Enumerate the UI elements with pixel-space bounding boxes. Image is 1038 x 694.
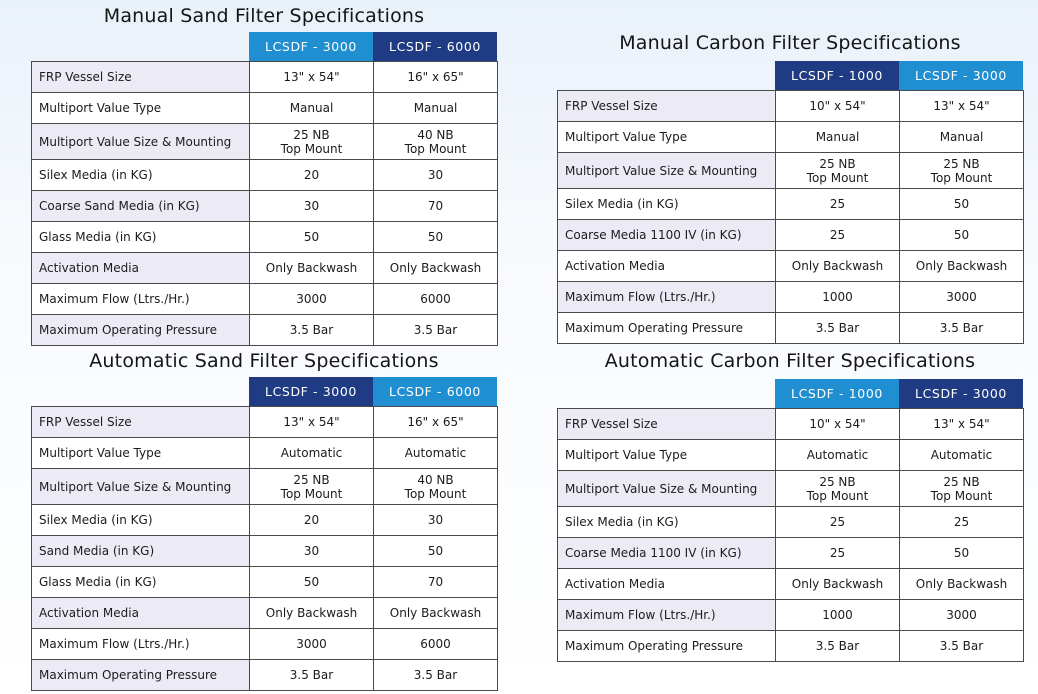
spec-value-1 [250,629,374,660]
value-line: Top Mount [280,486,343,501]
spec-label: Silex Media (in KG) [558,507,776,538]
spec-value-1 [776,631,900,662]
model-header-1: LCSDF - 1000 [775,379,899,408]
spec-value-1 [250,438,374,469]
model-header-1: LCSDF - 3000 [249,32,373,61]
value-line: Manual [289,101,334,115]
value-line: 30 [303,199,320,213]
spec-value-2 [900,313,1024,344]
value-line: 3.5 Bar [939,639,984,653]
spec-value-1 [776,220,900,251]
table-row [558,538,1024,569]
spec-value-1 [776,569,900,600]
spec-value-2 [374,629,498,660]
spec-value-2 [374,469,498,505]
value-line: 40 NB [417,472,454,487]
spec-value-1 [250,93,374,124]
value-line: 25 NB [819,156,856,171]
spec-value-2 [900,220,1024,251]
value-line: 25 [829,515,846,529]
spec-label: Activation Media [32,598,250,629]
model-header-1: LCSDF - 1000 [775,61,899,90]
value-line: 50 [303,230,320,244]
value-line: 3000 [296,292,327,306]
spec-value-1 [250,469,374,505]
table-row [32,222,498,253]
value-line: 25 NB [819,474,856,489]
table-row [558,251,1024,282]
value-line: Top Mount [404,486,467,501]
spec-label: Activation Media [558,251,776,282]
spec-label: Multiport Value Type [32,438,250,469]
spec-label: FRP Vessel Size [32,62,250,93]
spec-value-1 [776,153,900,189]
spec-value-2 [900,282,1024,313]
value-line: 25 [829,197,846,211]
value-line: Only Backwash [791,259,884,273]
spec-label: Sand Media (in KG) [32,536,250,567]
spec-value-1 [250,536,374,567]
value-line: 1000 [822,608,853,622]
table-row [558,220,1024,251]
spec-label: Silex Media (in KG) [32,160,250,191]
value-line: 25 [829,228,846,242]
value-line: Automatic [806,448,869,462]
spec-label: Maximum Flow (Ltrs./Hr.) [32,284,250,315]
spec-value-2 [374,315,498,346]
spec-label: Multiport Value Size & Mounting [558,471,776,507]
value-line: 3000 [296,637,327,651]
spec-value-2 [900,440,1024,471]
spec-value-1 [250,598,374,629]
spec-value-1 [776,409,900,440]
spec-value-2 [900,569,1024,600]
table-row [558,153,1024,189]
model-header-1: LCSDF - 3000 [249,377,373,406]
section-title: Automatic Sand Filter Specifications [89,350,439,372]
table-row [32,253,498,284]
spec-label: Multiport Value Type [558,440,776,471]
table-row [32,407,498,438]
value-line: Manual [815,130,860,144]
value-line: 16" x 65" [407,415,464,429]
spec-value-2 [900,471,1024,507]
value-line: Only Backwash [265,606,358,620]
spec-value-1 [250,284,374,315]
spec-value-1 [250,567,374,598]
value-line: 50 [427,230,444,244]
value-line: Automatic [930,448,993,462]
value-line: 6000 [420,292,451,306]
spec-value-2 [900,538,1024,569]
value-line: 70 [427,575,444,589]
spec-value-1 [250,315,374,346]
value-line: 3.5 Bar [413,668,458,682]
spec-label: Multiport Value Size & Mounting [558,153,776,189]
table-row [32,567,498,598]
spec-table [31,61,498,346]
value-line: 30 [303,544,320,558]
spec-value-1 [776,189,900,220]
value-line: 25 NB [293,127,330,142]
table-row [32,191,498,222]
spec-value-1 [250,160,374,191]
spec-value-2 [900,153,1024,189]
spec-value-1 [776,600,900,631]
value-line: 3.5 Bar [815,639,860,653]
value-line: 50 [953,546,970,560]
model-header-2: LCSDF - 6000 [373,377,497,406]
model-header-2: LCSDF - 6000 [373,32,497,61]
value-line: 1000 [822,290,853,304]
spec-value-2 [374,222,498,253]
spec-value-2 [374,660,498,691]
value-line: 20 [303,513,320,527]
spec-label: FRP Vessel Size [558,91,776,122]
value-line: 13" x 54" [283,415,340,429]
spec-value-2 [374,93,498,124]
table-row [558,409,1024,440]
spec-value-1 [776,313,900,344]
value-line: 30 [427,513,444,527]
spec-value-2 [900,409,1024,440]
spec-value-1 [250,124,374,160]
value-line: Top Mount [930,488,993,503]
spec-label: Maximum Operating Pressure [32,660,250,691]
spec-label: Coarse Media 1100 IV (in KG) [558,220,776,251]
table-row [558,507,1024,538]
value-line: 13" x 54" [283,70,340,84]
spec-value-2 [374,191,498,222]
table-row [558,122,1024,153]
value-line: 3.5 Bar [815,321,860,335]
spec-value-1 [250,407,374,438]
value-line: 3.5 Bar [289,323,334,337]
value-line: 50 [953,228,970,242]
table-row [32,93,498,124]
spec-label: Maximum Operating Pressure [32,315,250,346]
spec-label: FRP Vessel Size [32,407,250,438]
value-line: Manual [413,101,458,115]
table-row [32,284,498,315]
value-line: 3000 [946,608,977,622]
spec-value-2 [374,536,498,567]
value-line: Automatic [404,446,467,460]
spec-value-1 [776,122,900,153]
value-line: 50 [953,197,970,211]
table-row [558,440,1024,471]
spec-value-1 [250,253,374,284]
value-line: 50 [303,575,320,589]
spec-label: Coarse Sand Media (in KG) [32,191,250,222]
spec-label: Silex Media (in KG) [558,189,776,220]
value-line: Top Mount [806,170,869,185]
value-line: 25 [829,546,846,560]
table-row [32,62,498,93]
spec-label: Maximum Flow (Ltrs./Hr.) [558,600,776,631]
spec-label: FRP Vessel Size [558,409,776,440]
value-line: 25 NB [293,472,330,487]
model-header-2: LCSDF - 3000 [899,61,1023,90]
table-row [558,631,1024,662]
value-line: 3.5 Bar [289,668,334,682]
table-row [32,629,498,660]
value-line: 25 NB [943,474,980,489]
value-line: Top Mount [930,170,993,185]
spec-label: Multiport Value Size & Mounting [32,124,250,160]
spec-table [557,408,1024,662]
value-line: 13" x 54" [933,99,990,113]
table-row [32,505,498,536]
table-row [558,569,1024,600]
spec-value-2 [900,91,1024,122]
spec-value-1 [250,660,374,691]
table-row [558,189,1024,220]
spec-label: Multiport Value Type [558,122,776,153]
value-line: 16" x 65" [407,70,464,84]
spec-value-2 [374,567,498,598]
spec-value-2 [374,62,498,93]
spec-label: Coarse Media 1100 IV (in KG) [558,538,776,569]
spec-value-1 [250,191,374,222]
value-line: Top Mount [806,488,869,503]
value-line: 10" x 54" [809,99,866,113]
spec-value-1 [250,222,374,253]
value-line: Top Mount [280,141,343,156]
value-line: 20 [303,168,320,182]
spec-label: Maximum Operating Pressure [558,313,776,344]
spec-value-2 [374,124,498,160]
spec-value-1 [776,440,900,471]
spec-label: Maximum Flow (Ltrs./Hr.) [32,629,250,660]
spec-value-2 [900,600,1024,631]
table-row [32,160,498,191]
table-row [558,313,1024,344]
table-row [558,600,1024,631]
value-line: 10" x 54" [809,417,866,431]
value-line: Only Backwash [915,259,1008,273]
section-title: Manual Carbon Filter Specifications [619,32,961,54]
spec-value-2 [374,284,498,315]
spec-value-1 [776,251,900,282]
value-line: 3000 [946,290,977,304]
spec-table [31,406,498,691]
value-line: Only Backwash [389,606,482,620]
model-header-2: LCSDF - 3000 [899,379,1023,408]
table-row [32,124,498,160]
value-line: 13" x 54" [933,417,990,431]
value-line: 6000 [420,637,451,651]
spec-label: Glass Media (in KG) [32,222,250,253]
value-line: 30 [427,168,444,182]
spec-value-2 [374,505,498,536]
value-line: Only Backwash [915,577,1008,591]
spec-label: Multiport Value Size & Mounting [32,469,250,505]
spec-label: Silex Media (in KG) [32,505,250,536]
table-row [558,91,1024,122]
spec-label: Glass Media (in KG) [32,567,250,598]
spec-value-2 [374,598,498,629]
value-line: 3.5 Bar [939,321,984,335]
value-line: Only Backwash [265,261,358,275]
spec-value-1 [776,471,900,507]
spec-label: Activation Media [32,253,250,284]
value-line: Manual [939,130,984,144]
spec-label: Activation Media [558,569,776,600]
value-line: Top Mount [404,141,467,156]
spec-value-2 [900,189,1024,220]
value-line: 50 [427,544,444,558]
spec-value-2 [374,253,498,284]
spec-value-1 [776,507,900,538]
value-line: Only Backwash [389,261,482,275]
section-title: Manual Sand Filter Specifications [103,5,425,27]
spec-value-1 [776,282,900,313]
spec-value-1 [776,538,900,569]
spec-value-1 [776,91,900,122]
section-title: Automatic Carbon Filter Specifications [604,350,976,372]
table-row [32,598,498,629]
spec-value-2 [374,160,498,191]
spec-value-2 [900,631,1024,662]
table-row [32,315,498,346]
spec-value-2 [374,407,498,438]
spec-value-2 [900,251,1024,282]
spec-table [557,90,1024,344]
table-row [32,536,498,567]
table-row [558,471,1024,507]
spec-label: Multiport Value Type [32,93,250,124]
spec-label: Maximum Operating Pressure [558,631,776,662]
spec-value-2 [900,507,1024,538]
spec-value-1 [250,505,374,536]
value-line: Only Backwash [791,577,884,591]
value-line: Automatic [280,446,343,460]
table-row [32,438,498,469]
spec-value-1 [250,62,374,93]
spec-value-2 [374,438,498,469]
table-row [558,282,1024,313]
spec-value-2 [900,122,1024,153]
value-line: 70 [427,199,444,213]
value-line: 25 [953,515,970,529]
value-line: 40 NB [417,127,454,142]
spec-label: Maximum Flow (Ltrs./Hr.) [558,282,776,313]
table-row [32,660,498,691]
value-line: 25 NB [943,156,980,171]
value-line: 3.5 Bar [413,323,458,337]
table-row [32,469,498,505]
